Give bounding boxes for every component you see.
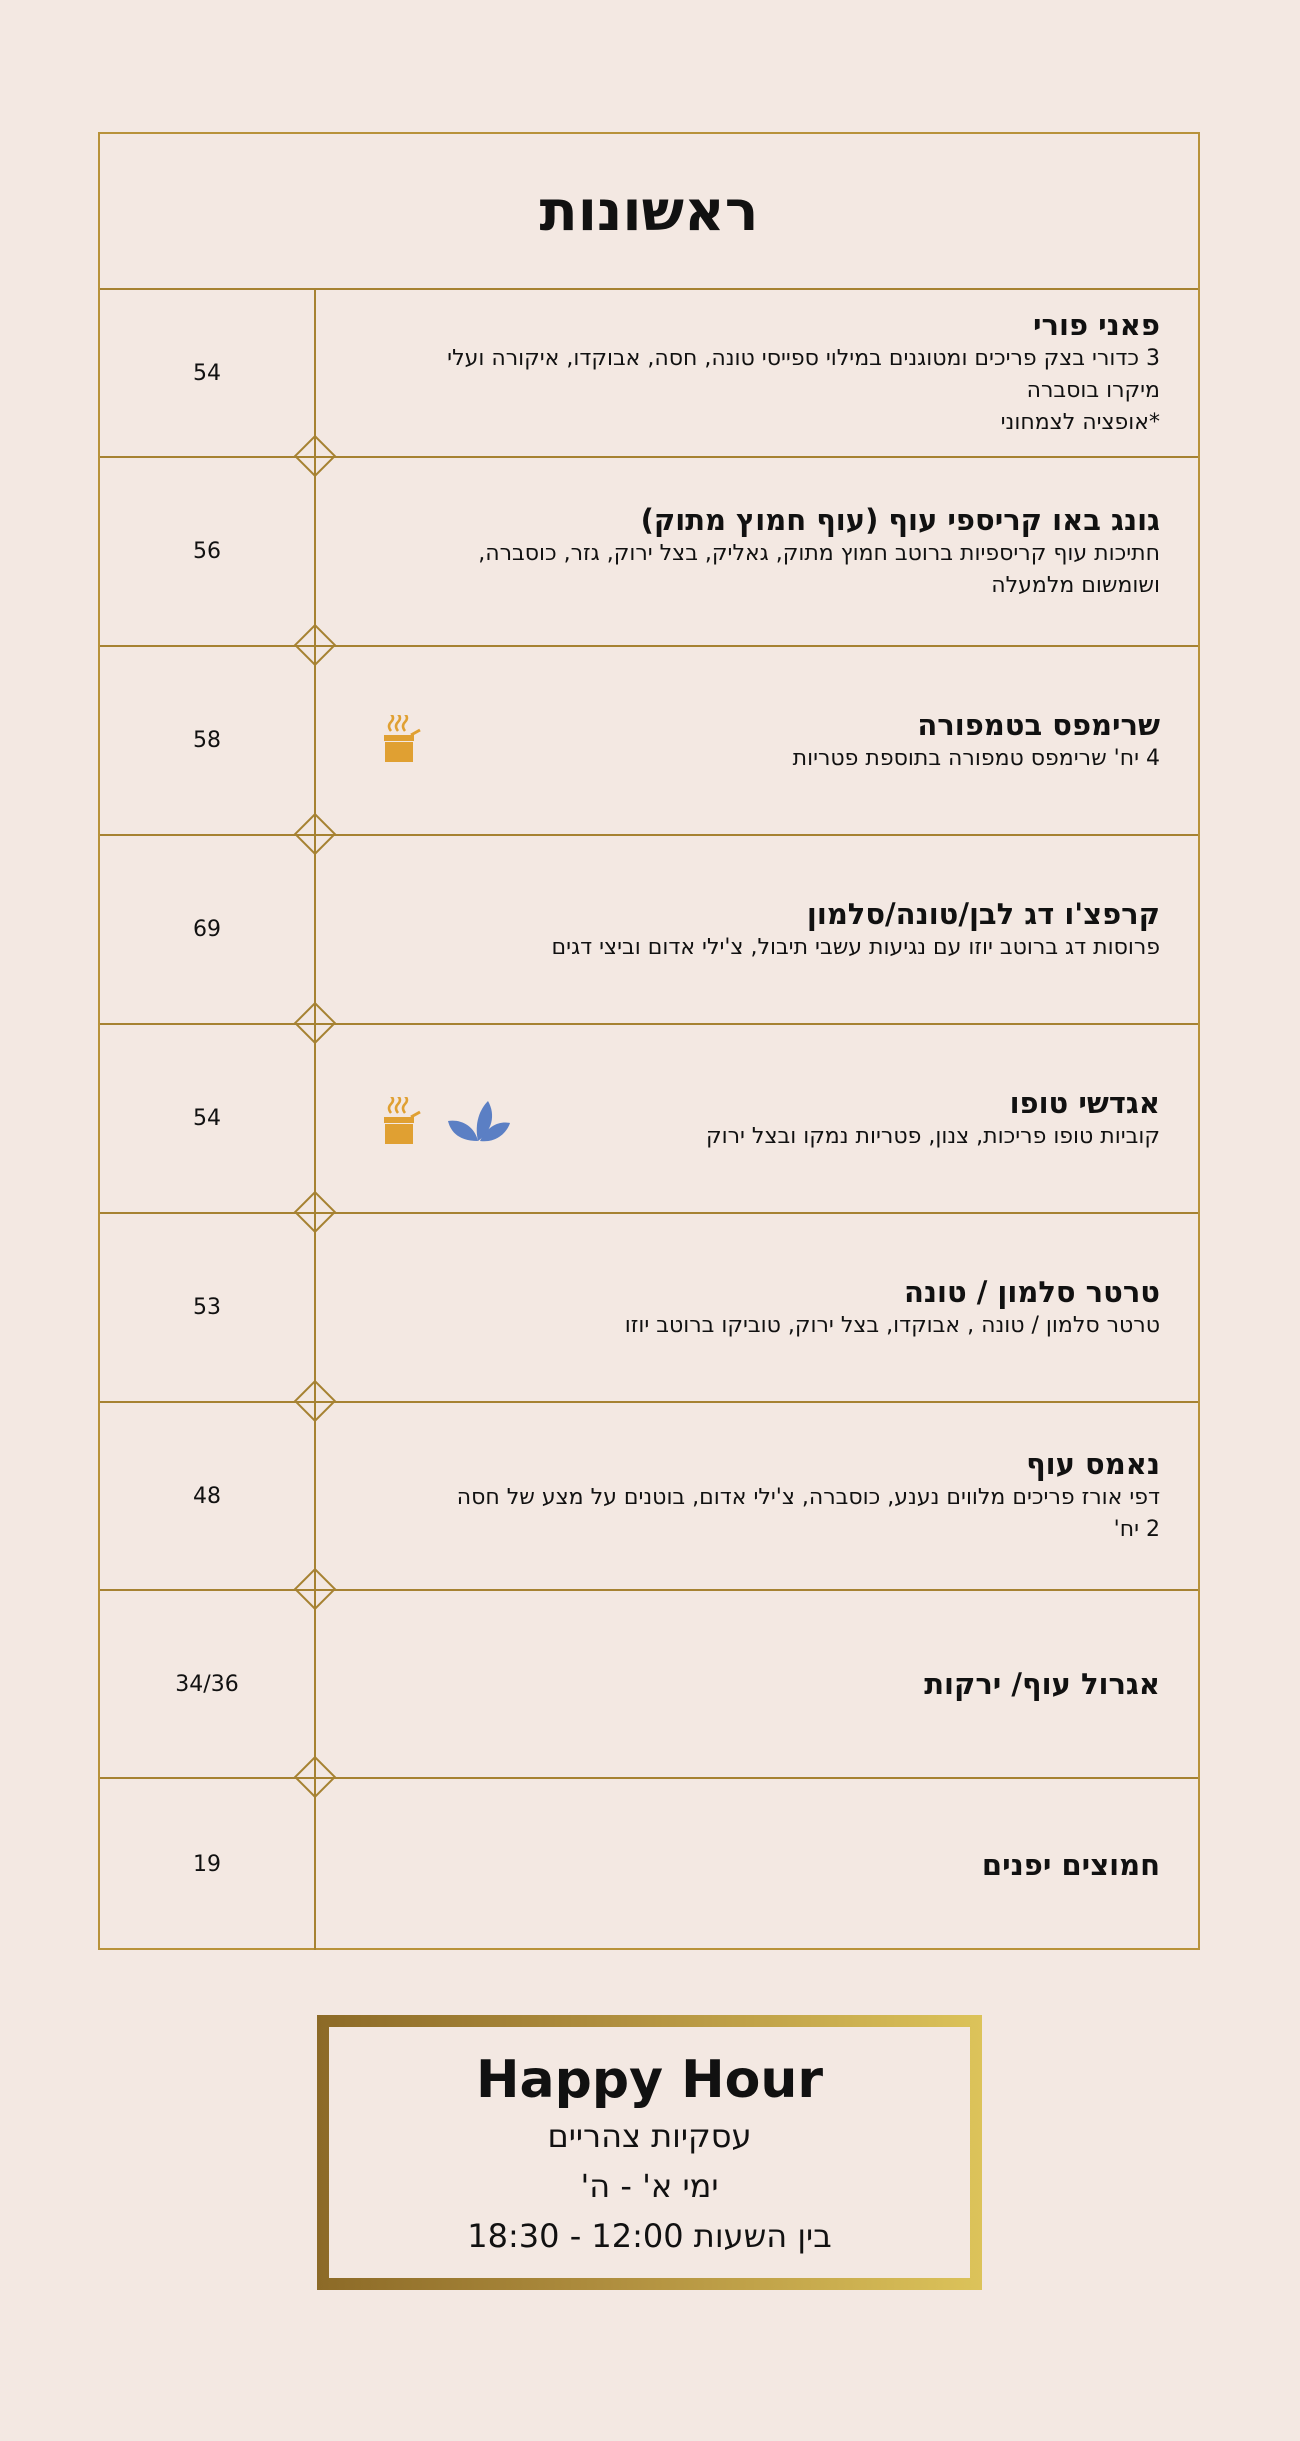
- item-price: 58: [193, 728, 221, 753]
- item-content: [380, 458, 1160, 645]
- happy-hour-box: [317, 2015, 982, 2290]
- menu-item: [100, 290, 1198, 458]
- happy-hour-line: עסקיות צהריים: [547, 2117, 752, 2155]
- item-price: 69: [193, 917, 221, 942]
- item-name: אגרול עוף/ ירקות: [924, 1667, 1160, 1701]
- item-content: [380, 836, 1160, 1023]
- happy-hour-title: Happy Hour: [476, 2050, 823, 2110]
- item-price: 56: [193, 539, 221, 564]
- item-content: [380, 647, 1160, 834]
- item-name: טרטר סלמון / טונה: [903, 1274, 1160, 1309]
- item-content: [380, 1403, 1160, 1589]
- item-price: 48: [193, 1483, 221, 1509]
- item-description: 3 כדורי בצק פריכים ומטוגנים במילוי ספייסי טונה, חסה, אבוקדו, איקורה ועלי מיקרו בוסברה *אופציה לצמחוני: [447, 346, 1160, 435]
- item-content: [380, 1779, 1160, 1950]
- menu-item: [100, 458, 1198, 647]
- item-description: חתיכות עוף קריספיות ברוטב חמוץ מתוק, גאליק, בצל ירוק, גזר, כוסברה, ושומשום מלמעלה: [478, 540, 1160, 598]
- vegan-leaf-icon: [448, 1101, 510, 1145]
- item-description: דפי אורז פריכים מלווים נענע, כוסברה, צ'ילי אדום, בוטנים על מצע של חסה 2 יח': [456, 1485, 1160, 1542]
- menu-item: [100, 1591, 1198, 1779]
- menu-frame: [98, 132, 1200, 1950]
- item-price: 54: [193, 1106, 221, 1131]
- item-content: [380, 1214, 1160, 1401]
- item-name: שרימפס בטמפורה: [917, 707, 1160, 742]
- item-price: 53: [193, 1295, 221, 1320]
- menu-item: [100, 647, 1198, 836]
- item-description: קוביות טופו פריכות, צנון, פטריות נמקו ובצל ירוק: [706, 1123, 1160, 1149]
- menu-item: [100, 1403, 1198, 1591]
- item-content: [380, 1591, 1160, 1777]
- item-name: נאמס עוף: [1026, 1447, 1160, 1481]
- pot-icon: [381, 715, 421, 767]
- item-content: [380, 290, 1160, 456]
- item-name: קרפצ'ו דג לבן/טונה/סלמון: [806, 896, 1160, 931]
- item-description: 4 יח' שרימפס טמפורה בתוספת פטריות: [792, 745, 1160, 771]
- happy-hour-hours: בין השעות 12:00 - 18:30: [467, 2217, 832, 2255]
- item-name: גונג באו קריספי עוף (עוף חמוץ מתוק): [640, 502, 1160, 537]
- item-price: 34/36: [175, 1671, 239, 1697]
- menu-item: [100, 1779, 1198, 1950]
- menu-item: [100, 1214, 1198, 1403]
- item-description: פרוסות דג ברוטב יוזו עם נגיעות עשבי תיבול, צ'ילי אדום וביצי דגים: [551, 934, 1160, 960]
- menu-item: [100, 836, 1198, 1025]
- item-name: חמוצים יפנים: [981, 1847, 1160, 1882]
- menu-item: [100, 1025, 1198, 1214]
- item-description: טרטר סלמון / טונה , אבוקדו, בצל ירוק, טוביקו ברוטב יוזו: [624, 1312, 1160, 1338]
- item-name: פאני פורי: [1033, 308, 1160, 342]
- section-header: [100, 134, 1198, 290]
- item-name: אגדשי טופו: [1009, 1085, 1160, 1120]
- item-price: 54: [193, 360, 221, 386]
- happy-hour-days: ימי א' - ה': [580, 2167, 719, 2205]
- pot-icon: [381, 1097, 421, 1149]
- item-price: 19: [193, 1852, 221, 1877]
- section-title: ראשונות: [539, 178, 759, 244]
